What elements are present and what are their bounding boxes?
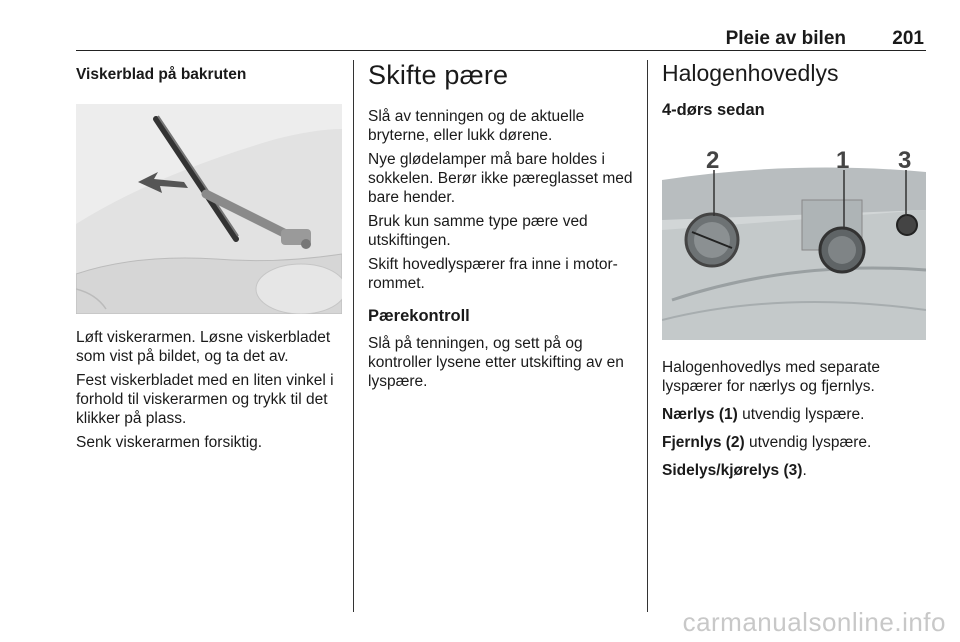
wiper-illustration <box>76 104 342 314</box>
callout-1: 1 <box>836 147 850 174</box>
halogen-subtitle: 4-dørs sedan <box>662 101 765 119</box>
halogen-title: Halogenhovedlys <box>662 60 839 86</box>
column-divider <box>353 60 354 612</box>
column-wiper <box>76 60 340 452</box>
bulb-item-label: Sidelys/kjørelys (3) <box>662 462 803 479</box>
bulb-item-label: Nærlys (1) <box>662 406 738 423</box>
wiper-paragraph: Fest viskerbladet med en liten vinkel i forhold til viskerarmen og trykk til det klikker på plass. <box>76 372 334 427</box>
column-halogen <box>662 60 926 480</box>
bulb-item-label: Fjernlys (2) <box>662 434 745 451</box>
bulb-paragraph: Slå av tenningen og de aktuelle bryterne, eller lukk dørene. <box>368 108 585 144</box>
bulb-item <box>662 461 926 480</box>
watermark: carmanualsonline.info <box>682 607 946 637</box>
bulb-check-heading: Pærekontroll <box>368 307 470 325</box>
page-header <box>76 28 926 51</box>
bulb-item-text: utvendig lyspære. <box>744 434 872 451</box>
page-number: 201 <box>892 28 924 49</box>
section-title: Pleie av bilen <box>725 28 846 49</box>
bulb-paragraph: Nye glødelamper må bare holdes i sokkelen. Berør ikke pæreglasset med bare hender. <box>368 151 633 206</box>
wiper-paragraph: Senk viskerarmen forsiktig. <box>76 434 263 451</box>
bulb-item-text: utvendig lyspære. <box>737 406 865 423</box>
column-bulb-change <box>368 60 634 391</box>
wiper-paragraph: Løft viskerarmen. Løsne viskerbladet som vist på bildet, og ta det av. <box>76 329 331 365</box>
callout-3: 3 <box>898 147 912 174</box>
bulb-item <box>662 433 926 452</box>
bulb-change-title: Skifte pære <box>368 60 509 90</box>
headlight-photo <box>662 140 926 340</box>
callout-2: 2 <box>706 147 720 174</box>
bulb-check-paragraph: Slå på tenningen, og sett på og kontroller lysene etter utskifting av en lyspære. <box>368 335 624 390</box>
wiper-body <box>76 328 340 452</box>
bulb-paragraph: Bruk kun samme type pære ved utskiftingen. <box>368 213 588 249</box>
wiper-heading: Viskerblad på bakruten <box>76 66 247 83</box>
bulb-item <box>662 405 926 424</box>
photo-caption: Halogenhovedlys med separate lyspærer for nærlys og fjernlys. <box>662 359 880 395</box>
bulb-item-text: . <box>802 462 807 479</box>
column-divider <box>647 60 648 612</box>
bulb-paragraph: Skift hovedlyspærer fra inne i motor-rommet. <box>368 256 618 292</box>
